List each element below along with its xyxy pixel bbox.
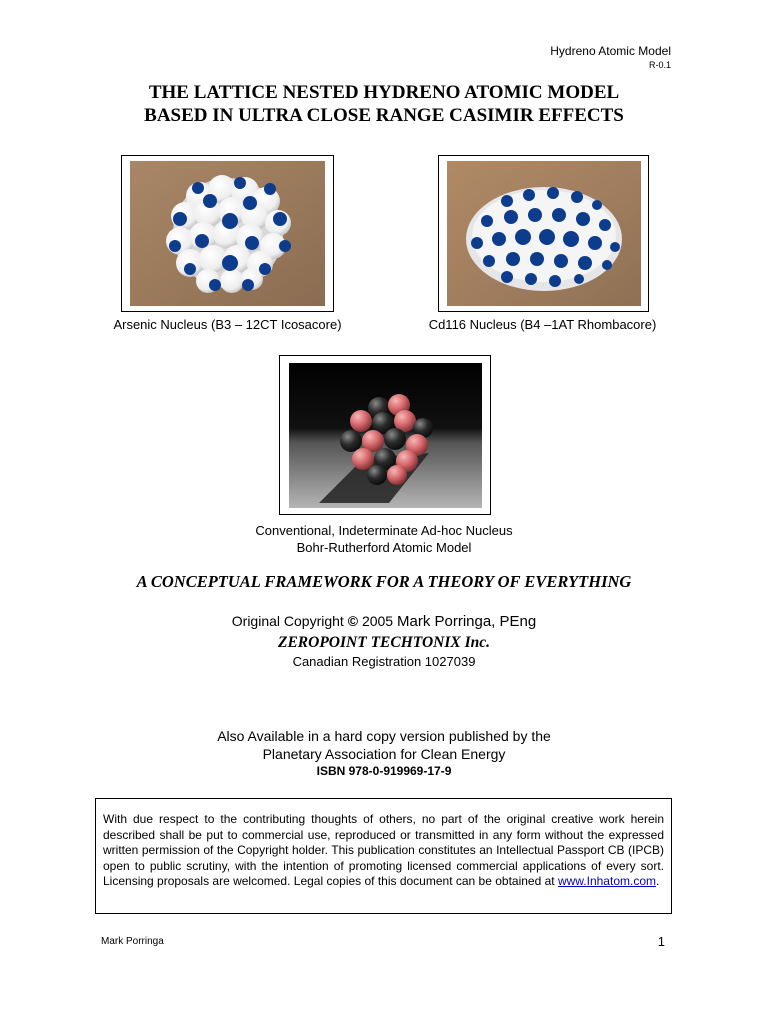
availability-line-1: Also Available in a hard copy version published by the xyxy=(217,728,551,744)
publisher-name: Planetary Association for Clean Energy xyxy=(262,746,506,762)
conventional-caption-line-2: Bohr-Rutherford Atomic Model xyxy=(296,540,472,555)
copyright-line xyxy=(0,613,768,630)
cd116-nucleus-figure xyxy=(438,155,649,312)
website-link[interactable]: www.Inhatom.com xyxy=(557,874,656,889)
revision-label: R-0.1 xyxy=(648,60,671,70)
conventional-caption-line-1: Conventional, Indeterminate Ad-hoc Nucleus xyxy=(255,523,513,538)
title-line-2: BASED IN ULTRA CLOSE RANGE CASIMIR EFFECTS xyxy=(144,105,624,126)
publisher-line xyxy=(0,745,768,764)
arsenic-caption: Arsenic Nucleus (B3 – 12CT Icosacore) xyxy=(113,317,342,332)
author-name: Mark Porringa, PEng xyxy=(396,613,537,630)
document-subtitle: A CONCEPTUAL FRAMEWORK FOR A THEORY OF EVERYTHING xyxy=(136,572,632,591)
copyright-notice-box xyxy=(95,798,672,914)
running-header-title: Hydreno Atomic Model xyxy=(550,44,671,58)
footer-author: Mark Porringa xyxy=(101,936,164,947)
document-title xyxy=(0,81,768,127)
conventional-caption xyxy=(0,522,768,556)
conventional-nucleus-render xyxy=(289,363,482,508)
copyright-year: 2005 xyxy=(361,613,394,629)
company-name: ZEROPOINT TECHTONIX Inc. xyxy=(278,634,490,651)
cd116-caption: Cd116 Nucleus (B4 –1AT Rhombacore) xyxy=(428,317,657,332)
cd116-nucleus-photo xyxy=(447,161,641,306)
title-line-1: THE LATTICE NESTED HYDRENO ATOMIC MODEL xyxy=(148,82,620,103)
registration-number: Canadian Registration 1027039 xyxy=(292,654,476,669)
arsenic-nucleus-photo xyxy=(130,161,325,306)
conventional-nucleus-figure xyxy=(279,355,491,515)
page-number: 1 xyxy=(657,934,665,949)
notice-end: . xyxy=(656,874,660,889)
copyright-prefix: Original Copyright xyxy=(231,613,344,629)
isbn: ISBN 978-0-919969-17-9 xyxy=(316,764,452,778)
availability-note xyxy=(0,727,768,746)
arsenic-nucleus-figure xyxy=(121,155,334,312)
notice-text: With due respect to the contributing thoughts of others, no part of the original creative work herein described shall be put to commercial use, reproduced or transmitted in any form without the expressed written permission of the Copyright holder. This publication constitutes an Intellectual Passport CB (IPCB) open to public scrutiny, with the intention of promoting licensed commercial applications of every sort. Licensing proposals are welcomed. Legal copies of this document can be obtained at xyxy=(103,812,664,889)
copyright-icon: © xyxy=(347,613,359,629)
